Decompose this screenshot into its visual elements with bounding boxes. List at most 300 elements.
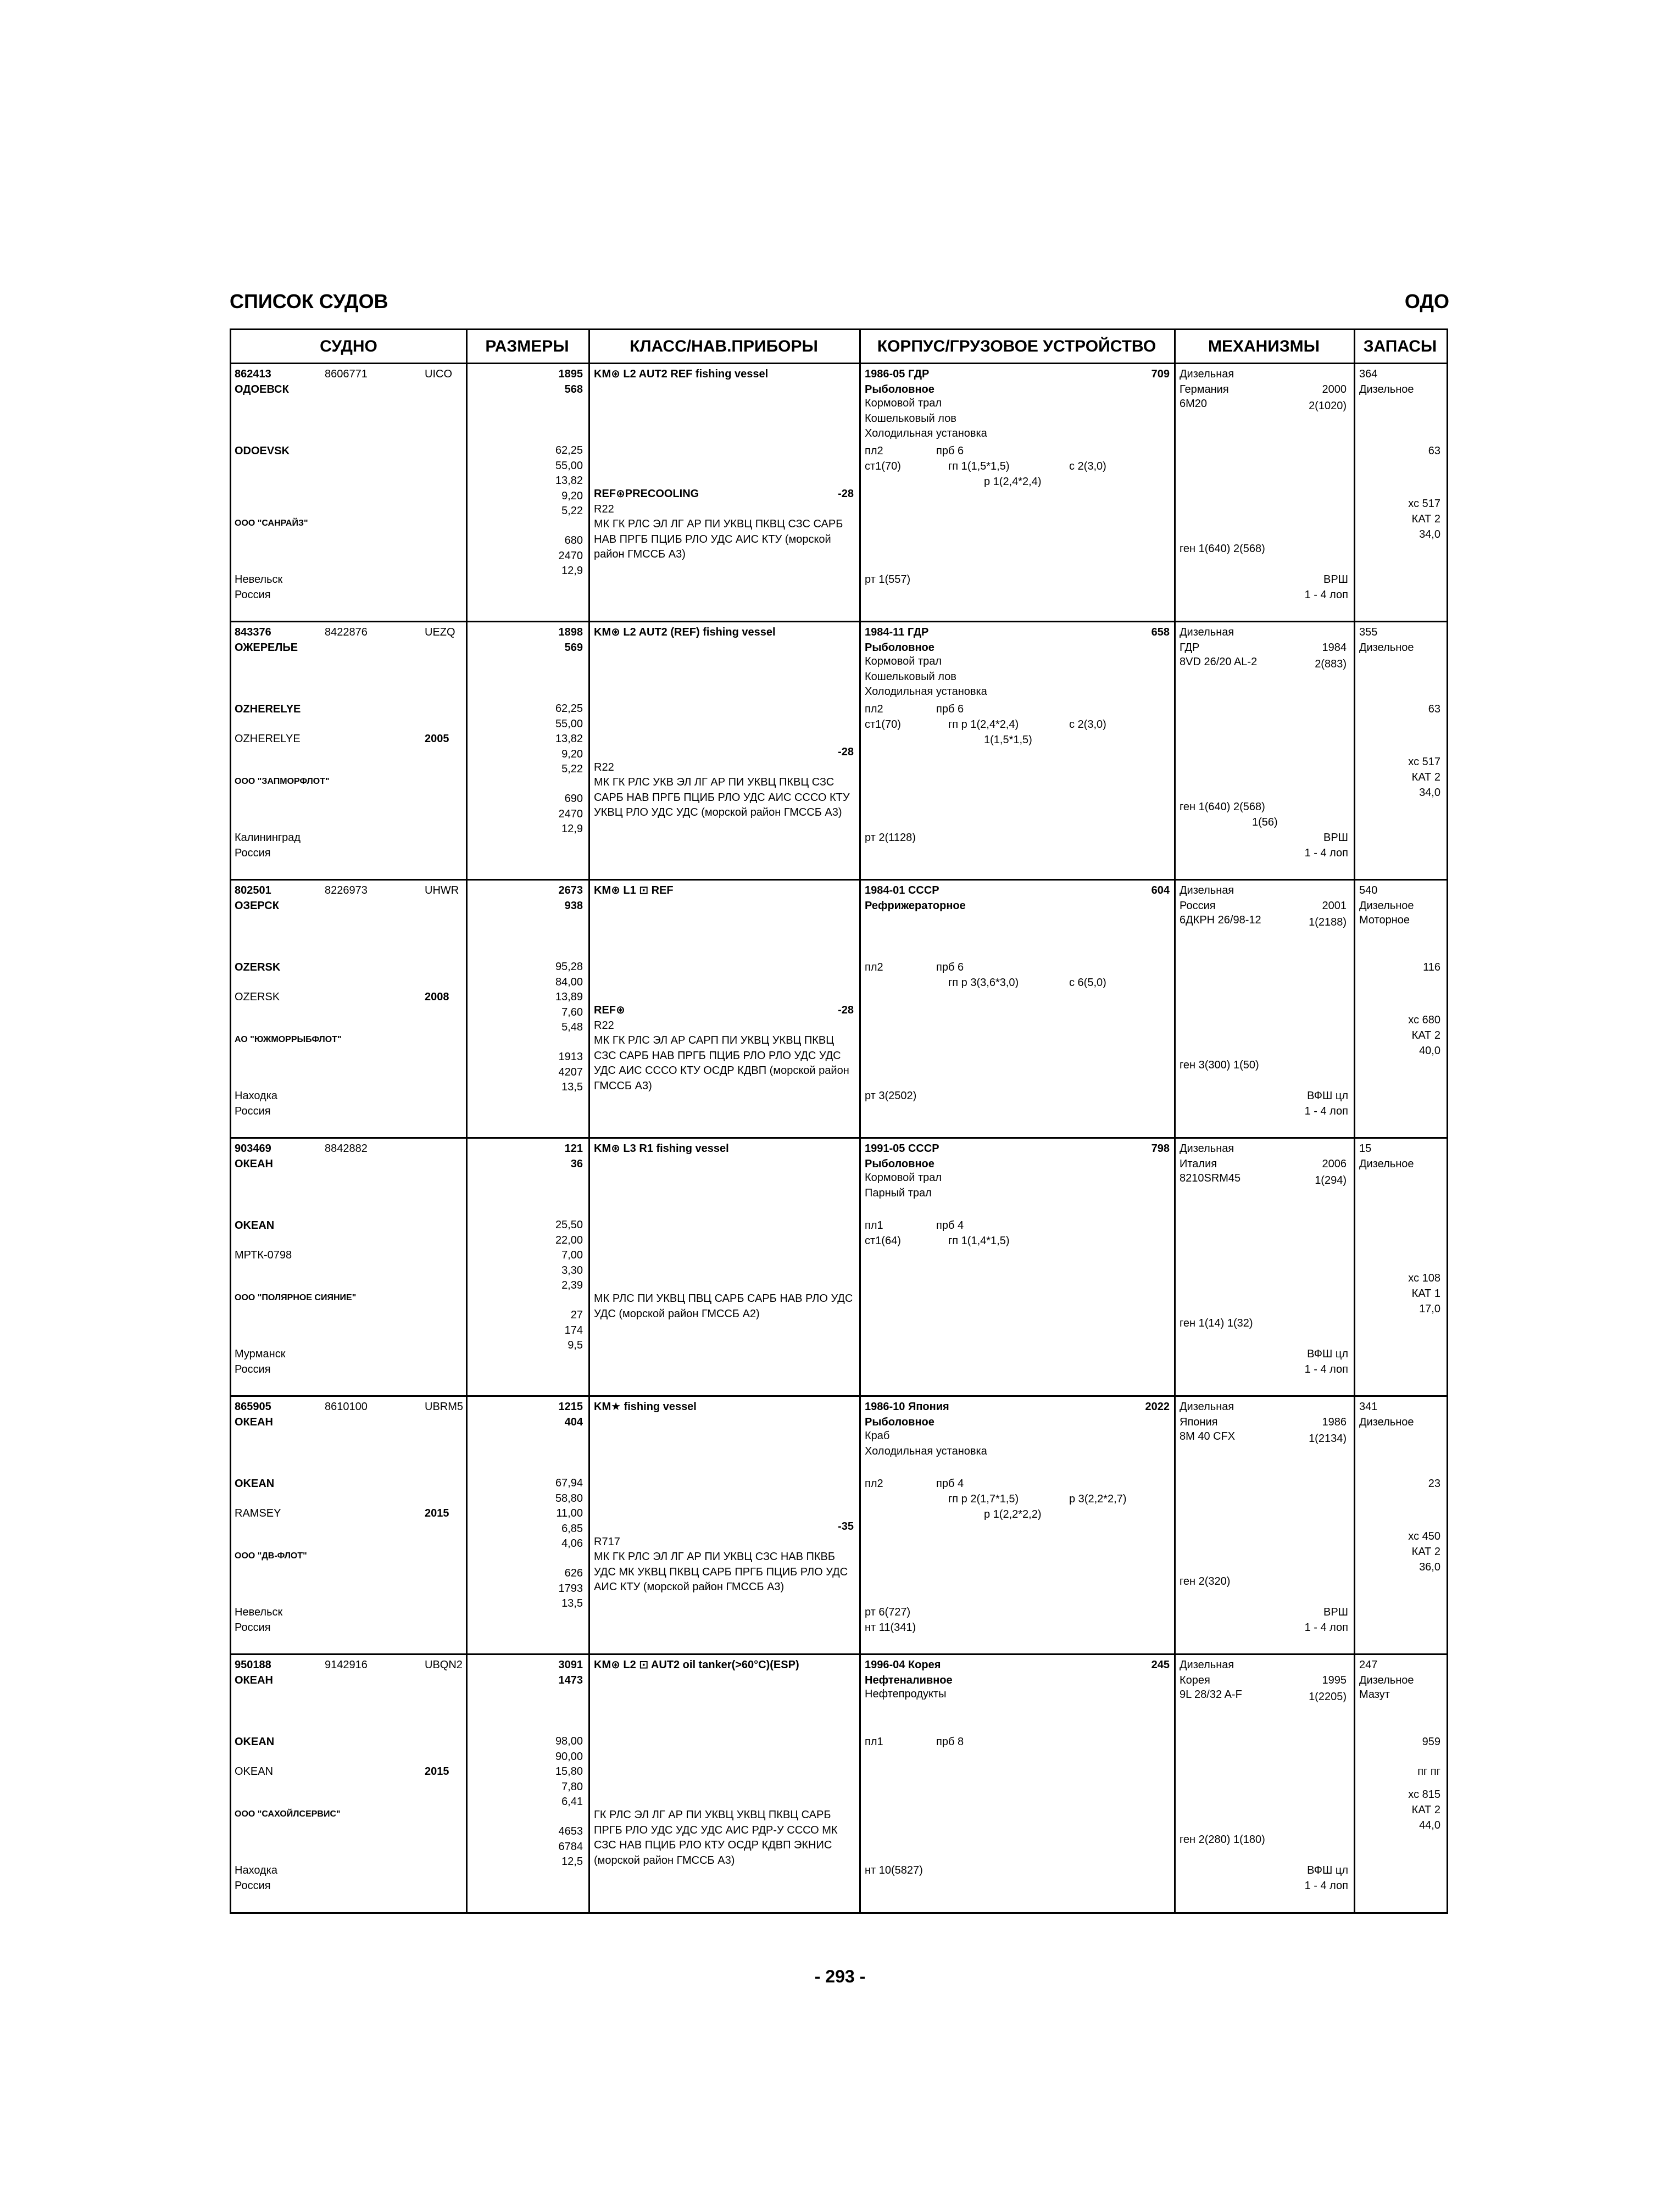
list-line: 3,30 <box>561 1264 583 1277</box>
yard-number: 658 <box>1151 626 1170 638</box>
list-line: 7,00 <box>561 1249 583 1261</box>
list-line: 55,00 <box>555 459 583 472</box>
dimensions-block <box>517 1734 583 1810</box>
list-line: 62,25 <box>555 444 583 456</box>
list-line: 95,28 <box>555 961 583 973</box>
holds-decks: пл2 <box>865 445 883 457</box>
refrigeration-temp: -28 <box>838 488 854 500</box>
gross-tonnage: 1895 <box>558 368 583 380</box>
net-tonnage: 938 <box>564 900 583 912</box>
tanks: рт 2(1128) <box>865 832 916 844</box>
col-vessel: СУДНО <box>231 330 466 364</box>
vessel-record <box>231 1655 1447 1913</box>
list-line: Кормовой трал <box>865 1172 942 1184</box>
col-divider <box>1354 330 1355 364</box>
list-line: 1913 <box>558 1051 583 1063</box>
net-tonnage: 568 <box>564 383 583 395</box>
engine-country: Корея <box>1180 1674 1210 1686</box>
vessel-name-lat: OZERSK <box>235 961 281 973</box>
fishing-equipment <box>865 654 1161 700</box>
refrigeration-capacity: хс 517 <box>1408 756 1440 768</box>
fuel-type-secondary: Мазут <box>1359 1689 1390 1701</box>
flag-country: Россия <box>235 1880 271 1892</box>
holds-decks: пл1 <box>865 1736 883 1748</box>
engine-power: 2(883) <box>1315 658 1347 670</box>
capacity-block <box>517 1308 583 1353</box>
cranes: с 6(5,0) <box>1069 977 1106 989</box>
net-tonnage: 569 <box>564 642 583 654</box>
cargo-gear-a: ст1(70) <box>865 460 901 472</box>
cargo-gear-a: ст1(64) <box>865 1235 901 1247</box>
stores-value: 36,0 <box>1419 1561 1440 1573</box>
col-divider <box>1174 330 1176 364</box>
generators: ген 2(280) 1(180) <box>1180 1834 1265 1846</box>
vessel-type: Рефрижераторное <box>865 900 966 912</box>
engine-type: Дизельная <box>1180 1659 1234 1671</box>
list-line: 4,06 <box>561 1537 583 1550</box>
category: КАТ 2 <box>1411 771 1440 783</box>
list-line: 7,80 <box>561 1780 583 1793</box>
list-line: 12,5 <box>561 1856 583 1868</box>
net-tonnage: 36 <box>570 1158 583 1170</box>
category: КАТ 2 <box>1411 1804 1440 1816</box>
list-line: 13,5 <box>561 1081 583 1093</box>
cranes: с 2(3,0) <box>1069 460 1106 472</box>
engine-power: 2(1020) <box>1309 400 1347 412</box>
fuel-type: Дизельное <box>1359 1416 1414 1428</box>
flag-country: Россия <box>235 847 271 859</box>
holds-decks: пл2 <box>865 703 883 715</box>
vessel-name-lat: OZHERELYE <box>235 703 301 715</box>
list-line: 5,48 <box>561 1021 583 1033</box>
navigation-equipment: ГК РЛС ЭЛ ЛГ АР ПИ УКВЦ УКВЦ ПКВЦ САРБ ПРГБ РЛО УДС УДС УДС АИС РДР-У СССО МК СЗС НАВ ПЦИБ РЛО КТУ ОСДР КДВП ЭКНИС (морской район ГМССБ А3) <box>594 1809 838 1867</box>
vessel-name-lat: OKEAN <box>235 1219 275 1232</box>
home-port: Находка <box>235 1090 278 1102</box>
gross-tonnage: 1898 <box>558 626 583 638</box>
engine-power: 1(294) <box>1315 1174 1347 1186</box>
generators: ген 1(14) 1(32) <box>1180 1317 1253 1329</box>
dimensions-block <box>517 443 583 519</box>
holds-decks: пл2 <box>865 1478 883 1490</box>
former-name: RAMSEY <box>235 1507 281 1519</box>
refrigeration-class: REF⊛PRECOOLING <box>594 488 699 500</box>
refrigerant: R22 <box>594 1020 614 1032</box>
list-line: 90,00 <box>555 1750 583 1763</box>
home-port: Невельск <box>235 573 283 586</box>
hatches: гп р 3(3,6*3,0) <box>948 977 1019 989</box>
class-notation: KM★ fishing vessel <box>594 1401 697 1413</box>
engine-power: 1(2188) <box>1309 916 1347 928</box>
propeller: ВРШ <box>1323 573 1348 586</box>
propeller: ВФШ цл <box>1307 1864 1348 1876</box>
propeller-blades: 1 - 4 лоп <box>1304 1105 1348 1117</box>
flag-country: Россия <box>235 1363 271 1375</box>
list-line: 12,9 <box>561 565 583 577</box>
list-line: 6784 <box>558 1840 583 1853</box>
generators: ген 1(640) 2(568) <box>1180 801 1265 813</box>
built-date-country: 1986-10 Япония <box>865 1401 949 1413</box>
list-line: 9,20 <box>561 748 583 760</box>
col-divider <box>466 330 468 364</box>
list-line: 84,00 <box>555 976 583 988</box>
home-port: Находка <box>235 1864 278 1876</box>
build-year: 2015 <box>425 1507 449 1519</box>
vessel-type: Нефтеналивное <box>865 1674 953 1686</box>
col-divider <box>859 330 861 364</box>
call-sign: UHWR <box>425 884 459 896</box>
imo-number: 9142916 <box>325 1659 368 1671</box>
engine-model: 6ДКРН 26/98-12 <box>1180 914 1261 926</box>
stores-value: 34,0 <box>1419 787 1440 799</box>
vessel-name-ru: ОКЕАН <box>235 1416 273 1428</box>
bulkheads: прб 8 <box>936 1736 964 1748</box>
endurance: 364 <box>1359 368 1378 380</box>
list-line: 67,94 <box>555 1477 583 1489</box>
list-line: Нефтепродукты <box>865 1688 947 1700</box>
stores-value: 34,0 <box>1419 528 1440 541</box>
class-notation: KM⊛ L1 ⊡ REF <box>594 884 674 896</box>
built-date-country: 1984-11 ГДР <box>865 626 929 638</box>
list-line: 11,00 <box>556 1507 583 1519</box>
tanks: рт 1(557) <box>865 573 911 586</box>
document-title: СПИСОК СУДОВ <box>230 290 388 313</box>
col-dimensions: РАЗМЕРЫ <box>466 330 588 364</box>
engine-type: Дизельная <box>1180 1401 1234 1413</box>
engine-year: 1984 <box>1322 642 1347 654</box>
list-line: Кошельковый лов <box>865 412 956 425</box>
list-line: Кормовой трал <box>865 397 942 409</box>
vessel-name-ru: ОЖЕРЕЛЬЕ <box>235 642 298 654</box>
yard-number: 798 <box>1151 1143 1170 1155</box>
propeller-blades: 1 - 4 лоп <box>1304 589 1348 601</box>
imo-number: 8606771 <box>325 368 368 380</box>
hatches-extra: р 1(2,4*2,4) <box>984 476 1042 488</box>
refrigeration-capacity: хс 108 <box>1408 1272 1440 1284</box>
vessel-type: Рыболовное <box>865 642 934 654</box>
built-date-country: 1984-01 СССР <box>865 884 939 896</box>
list-line: 174 <box>564 1324 583 1336</box>
vessel-record <box>231 364 1447 622</box>
list-line: 4653 <box>558 1825 583 1837</box>
engine-type: Дизельная <box>1180 368 1234 380</box>
fuel-type-secondary: Моторное <box>1359 914 1410 926</box>
cranes: р 3(2,2*2,7) <box>1069 1493 1127 1505</box>
list-line: 9,5 <box>568 1339 583 1351</box>
list-line: 27 <box>570 1309 583 1321</box>
tanks: рт 3(2502) <box>865 1090 917 1102</box>
category: КАТ 2 <box>1411 513 1440 525</box>
refrigeration-capacity: хс 680 <box>1408 1014 1440 1026</box>
list-line: Холодильная установка <box>865 427 987 439</box>
gross-tonnage: 121 <box>564 1143 583 1155</box>
home-port: Мурманск <box>235 1348 286 1360</box>
vessel-name-ru: ОКЕАН <box>235 1158 273 1170</box>
vessel-name-lat: ODOEVSK <box>235 445 290 457</box>
registry-number: 950188 <box>235 1659 271 1671</box>
water-stores: 63 <box>1428 445 1440 457</box>
dimensions-block <box>517 960 583 1035</box>
generators-extra: 1(56) <box>1252 816 1278 828</box>
endurance: 247 <box>1359 1659 1378 1671</box>
owner: ООО "САНРАЙЗ" <box>235 519 308 528</box>
endurance: 341 <box>1359 1401 1378 1413</box>
hatches: гп р 1(2,4*2,4) <box>948 718 1019 731</box>
former-name: OZERSK <box>235 991 280 1003</box>
list-line: 5,22 <box>561 505 583 517</box>
propeller: ВРШ <box>1323 832 1348 844</box>
capacity-block <box>517 533 583 579</box>
imo-number: 8226973 <box>325 884 368 896</box>
list-line: 2,39 <box>561 1279 583 1291</box>
navigation-equipment: МК ГК РЛС УКВ ЭЛ ЛГ АР ПИ УКВЦ ПКВЦ СЗС САРБ НАВ ПРГБ ПЦИБ РЛО УДС АИС СССО КТУ УКВЦ РЛО УДС УДС (морской район ГМССБ А3) <box>594 776 850 818</box>
list-line: 6,41 <box>561 1796 583 1808</box>
col-stores: ЗАПАСЫ <box>1354 330 1447 364</box>
imo-number: 8422876 <box>325 626 368 638</box>
stores-value: 44,0 <box>1419 1819 1440 1831</box>
list-line: Холодильная установка <box>865 686 987 698</box>
registry-number: 862413 <box>235 368 271 380</box>
generators: ген 3(300) 1(50) <box>1180 1059 1259 1071</box>
built-date-country: 1991-05 СССР <box>865 1143 939 1155</box>
water-stores: 63 <box>1428 703 1440 715</box>
engine-type: Дизельная <box>1180 626 1234 638</box>
engine-power: 1(2205) <box>1309 1691 1347 1703</box>
propeller-blades: 1 - 4 лоп <box>1304 1880 1348 1892</box>
yard-number: 604 <box>1151 884 1170 896</box>
engine-model: 6M20 <box>1180 398 1208 410</box>
fishing-equipment <box>865 1687 1161 1702</box>
capacity-block <box>517 1566 583 1612</box>
navigation-equipment: МК ГК РЛС ЭЛ АР САРП ПИ УКВЦ УКВЦ ПКВЦ СЗС САРБ НАВ ПРГБ ПЦИБ РЛО РЛО УДС УДС УДС АИС СССО КТУ ОСДР КДВП (морской район ГМССБ А3) <box>594 1034 849 1092</box>
tanks: нт 10(5827) <box>865 1864 923 1876</box>
gross-tonnage: 2673 <box>558 884 583 896</box>
category: КАТ 1 <box>1411 1288 1440 1300</box>
generators: ген 2(320) <box>1180 1575 1231 1587</box>
fishing-equipment <box>865 1429 1161 1459</box>
category: КАТ 2 <box>1411 1546 1440 1558</box>
list-line: Холодильная установка <box>865 1445 987 1457</box>
col-divider <box>1354 364 1355 1912</box>
call-sign: UEZQ <box>425 626 455 638</box>
fuel-type: Дизельное <box>1359 1674 1414 1686</box>
vessel-record <box>231 1397 1447 1655</box>
propeller-blades: 1 - 4 лоп <box>1304 1363 1348 1375</box>
build-year: 2008 <box>425 991 449 1003</box>
engine-country: ГДР <box>1180 642 1200 654</box>
list-line: 13,89 <box>555 991 583 1003</box>
class-notation: KM⊛ L2 AUT2 (REF) fishing vessel <box>594 626 776 638</box>
list-line: 55,00 <box>555 717 583 730</box>
imo-number: 8842882 <box>325 1143 368 1155</box>
capacity-block <box>517 792 583 837</box>
list-line: Кошельковый лов <box>865 670 956 683</box>
aux-stores: пг пг <box>1417 1765 1440 1778</box>
net-tonnage: 404 <box>564 1416 583 1428</box>
registry-number: 802501 <box>235 884 271 896</box>
engine-type: Дизельная <box>1180 1143 1234 1155</box>
vessel-name-lat: OKEAN <box>235 1478 275 1490</box>
former-name: OKEAN <box>235 1765 274 1778</box>
col-divider <box>1174 364 1176 1912</box>
refrigerant: R22 <box>594 503 614 515</box>
propeller-blades: 1 - 4 лоп <box>1304 847 1348 859</box>
registry-number: 843376 <box>235 626 271 638</box>
water-stores: 23 <box>1428 1478 1440 1490</box>
hatches: гп 1(1,5*1,5) <box>948 460 1010 472</box>
vessel-name-ru: ОКЕАН <box>235 1674 273 1686</box>
col-class: КЛАСС/НАВ.ПРИБОРЫ <box>588 330 859 364</box>
fishing-equipment <box>865 396 1161 442</box>
engine-type: Дизельная <box>1180 884 1234 896</box>
water-stores: 959 <box>1422 1736 1440 1748</box>
registry-number: 865905 <box>235 1401 271 1413</box>
former-name: OZHERELYE <box>235 733 301 745</box>
bulkheads: прб 4 <box>936 1478 964 1490</box>
list-line: 12,9 <box>561 823 583 835</box>
owner: ООО "ДВ-ФЛОТ" <box>235 1551 307 1561</box>
list-line: 62,25 <box>555 703 583 715</box>
cargo-gear-a: ст1(70) <box>865 718 901 731</box>
former-name: МРТК-0798 <box>235 1249 292 1261</box>
class-notation: KM⊛ L2 ⊡ AUT2 oil tanker(>60°C)(ESP) <box>594 1659 799 1671</box>
yard-number: 245 <box>1151 1659 1170 1671</box>
section-code: ОДО <box>1404 290 1449 313</box>
list-line: Кормовой трал <box>865 655 942 667</box>
list-line: 4207 <box>558 1066 583 1078</box>
net-tonnage: 1473 <box>558 1674 583 1686</box>
list-line: 2470 <box>558 807 583 820</box>
registry-number: 903469 <box>235 1143 271 1155</box>
vessel-type: Рыболовное <box>865 1158 934 1170</box>
vessel-name-lat: OKEAN <box>235 1736 275 1748</box>
col-divider <box>466 364 468 1912</box>
fuel-type: Дизельное <box>1359 900 1414 912</box>
holds-decks: пл1 <box>865 1219 883 1232</box>
build-year: 2005 <box>425 733 449 745</box>
owner: ООО "ПОЛЯРНОЕ СИЯНИЕ" <box>235 1293 357 1302</box>
vessel-table <box>230 328 1448 1914</box>
flag-country: Россия <box>235 589 271 601</box>
fishing-equipment <box>865 1171 1161 1201</box>
yard-number: 709 <box>1151 368 1170 380</box>
capacity-block <box>517 1824 583 1870</box>
vessel-record <box>231 881 1447 1139</box>
col-machinery: МЕХАНИЗМЫ <box>1174 330 1354 364</box>
list-line: 626 <box>564 1567 583 1579</box>
engine-country: Германия <box>1180 383 1229 395</box>
flag-country: Россия <box>235 1622 271 1634</box>
engine-model: 9L 28/32 A-F <box>1180 1689 1242 1701</box>
hatches: гп 1(1,4*1,5) <box>948 1235 1010 1247</box>
hatches: гп р 2(1,7*1,5) <box>948 1493 1019 1505</box>
water-stores: 116 <box>1423 961 1440 973</box>
list-line: 25,50 <box>555 1219 583 1231</box>
fuel-type: Дизельное <box>1359 1158 1414 1170</box>
call-sign: UBQN2 <box>425 1659 463 1671</box>
list-line: 5,22 <box>561 763 583 775</box>
bulkheads: прб 6 <box>936 445 964 457</box>
list-line: 13,82 <box>555 733 583 745</box>
cranes: с 2(3,0) <box>1069 718 1106 731</box>
refrigeration-temp: -28 <box>838 746 854 758</box>
hatches-extra: р 1(2,2*2,2) <box>984 1508 1042 1520</box>
call-sign: UICO <box>425 368 452 380</box>
navigation-equipment: МК ГК РЛС ЭЛ ЛГ АР ПИ УКВЦ ПКВЦ СЗС САРБ НАВ ПРГБ ПЦИБ РЛО УДС АИС КТУ (морской район ГМССБ А3) <box>594 518 843 560</box>
bulkheads: прб 4 <box>936 1219 964 1232</box>
engine-year: 2001 <box>1322 900 1347 912</box>
owner: АО "ЮЖМОРРЫБФЛОТ" <box>235 1035 342 1044</box>
engine-model: 8M 40 CFX <box>1180 1430 1236 1442</box>
engine-model: 8VD 26/20 AL-2 <box>1180 656 1258 668</box>
class-notation: KM⊛ L2 AUT2 REF fishing vessel <box>594 368 769 380</box>
list-line: 98,00 <box>555 1735 583 1747</box>
list-line: Парный трал <box>865 1186 932 1199</box>
engine-year: 2000 <box>1322 383 1347 395</box>
bulkheads: прб 6 <box>936 961 964 973</box>
col-divider <box>859 364 861 1912</box>
fuel-type: Дизельное <box>1359 642 1414 654</box>
col-divider <box>588 364 590 1912</box>
list-line: 2470 <box>558 549 583 562</box>
vessel-name-ru: ОЗЕРСК <box>235 900 279 912</box>
refrigeration-capacity: хс 517 <box>1408 498 1440 510</box>
endurance: 15 <box>1359 1143 1372 1155</box>
imo-number: 8610100 <box>325 1401 368 1413</box>
list-line: 22,00 <box>555 1234 583 1246</box>
refrigeration-capacity: хс 815 <box>1408 1789 1440 1801</box>
fuel-type: Дизельное <box>1359 383 1414 395</box>
built-date-country: 1996-04 Корея <box>865 1659 941 1671</box>
vessel-record <box>231 1139 1447 1397</box>
endurance: 540 <box>1359 884 1378 896</box>
engine-country: Россия <box>1180 900 1216 912</box>
dimensions-block <box>517 1218 583 1294</box>
owner: ООО "ЗАПМОРФЛОТ" <box>235 777 330 786</box>
owner: ООО "САХОЙЛСЕРВИС" <box>235 1809 341 1819</box>
list-line: 1793 <box>558 1582 583 1595</box>
build-year: 2015 <box>425 1765 449 1778</box>
list-line: Краб <box>865 1430 890 1442</box>
yard-number: 2022 <box>1145 1401 1170 1413</box>
engine-year: 2006 <box>1322 1158 1347 1170</box>
list-line: 58,80 <box>555 1492 583 1505</box>
engine-year: 1986 <box>1322 1416 1347 1428</box>
list-line: 690 <box>564 793 583 805</box>
list-line: 6,85 <box>561 1522 583 1535</box>
flag-country: Россия <box>235 1105 271 1117</box>
generators: ген 1(640) 2(568) <box>1180 543 1265 555</box>
refrigeration-temp: -28 <box>838 1004 854 1016</box>
vessel-name-ru: ОДОЕВСК <box>235 383 289 395</box>
refrigeration-class: REF⊛ <box>594 1004 625 1016</box>
list-line: 15,80 <box>555 1765 583 1778</box>
engine-country: Италия <box>1180 1158 1217 1170</box>
vessel-type: Рыболовное <box>865 383 934 395</box>
capacity-block <box>517 1050 583 1095</box>
bulkheads: прб 6 <box>936 703 964 715</box>
dimensions-block <box>517 701 583 777</box>
refrigeration-capacity: хс 450 <box>1408 1530 1440 1542</box>
tanks-extra: нт 11(341) <box>865 1622 916 1634</box>
list-line: 7,60 <box>561 1006 583 1018</box>
holds-decks: пл2 <box>865 961 883 973</box>
engine-power: 1(2134) <box>1309 1433 1347 1445</box>
home-port: Калининград <box>235 832 301 844</box>
class-notation: KM⊛ L3 R1 fishing vessel <box>594 1143 729 1155</box>
col-hull: КОРПУС/ГРУЗОВОЕ УСТРОЙСТВО <box>859 330 1174 364</box>
engine-model: 8210SRM45 <box>1180 1172 1241 1184</box>
propeller: ВРШ <box>1323 1606 1348 1618</box>
